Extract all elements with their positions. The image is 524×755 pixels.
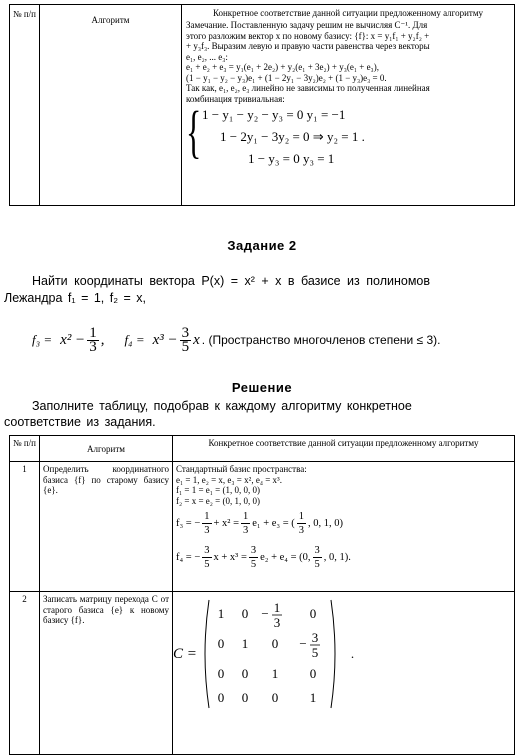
expr-part: x + x³ =	[213, 551, 247, 563]
matrix-entry: 0	[241, 666, 249, 681]
col-num-header: № п/п	[13, 9, 36, 19]
fraction-denominator: 5	[181, 338, 190, 355]
spec-line: этого разложим вектор x по новому базису: {f}: x = y₁f₁ + y₂f₂ +	[186, 30, 430, 41]
fraction-denominator: 5	[314, 558, 320, 570]
matrix-entry: 1	[271, 666, 279, 681]
transition-table-top	[9, 4, 515, 206]
matrix-label: C =	[173, 645, 197, 662]
spec-line: + y₃f₃. Выразим левую и правую части равенства через векторы	[186, 41, 430, 51]
col-algo-cell	[40, 436, 173, 462]
col-num-cell	[10, 5, 40, 206]
matrix-sign: −	[261, 606, 269, 621]
fraction	[313, 544, 322, 571]
matrix-c	[201, 596, 351, 712]
spec-line: f₁ = 1 = e₁ = (1, 0, 0, 0)	[176, 485, 260, 495]
matrix-entry: 0	[217, 636, 225, 651]
expr-part: f₄ = −	[176, 551, 201, 563]
spec-content	[186, 20, 514, 104]
spec-line: Так как, e₁, e₂, e₃ линейно не зависимы то полученная линейная	[186, 83, 430, 93]
fraction-denominator: 5	[204, 558, 210, 570]
fraction	[249, 544, 258, 571]
fraction-numerator: 3	[204, 544, 210, 556]
matrix-entry: 0	[309, 666, 317, 681]
col-algo-header: Алгоритм	[87, 444, 125, 454]
row-num-cell	[10, 592, 40, 755]
brace: {	[186, 99, 202, 164]
solution-text-1: Заполните таблицу, подобрав к каждому алгоритму конкретное	[32, 399, 412, 413]
fraction-denominator: 3	[204, 524, 210, 536]
matrix-block: C = 1 0 − 1 3 0 0 1 0 − 3 5 0 0 1 0 0 0 0 1 .	[173, 596, 514, 712]
spec-line: комбинация тривиальная:	[186, 93, 285, 104]
matrix-entry: 0	[241, 606, 249, 621]
matrix-entry: 1	[217, 606, 225, 621]
row-algo-text: Определить координатного базиса {f} по старому базису {e}.	[43, 464, 169, 495]
fraction-numerator: 3	[314, 544, 320, 556]
matrix-entry-numerator: 1	[273, 600, 281, 615]
expr-part: e₂ + e₄ = (0,	[260, 551, 311, 563]
fraction-numerator: 1	[204, 510, 210, 522]
spec-line: f₂ = x = e₂ = (0, 1, 0, 0)	[176, 495, 260, 506]
fraction-denominator: 3	[89, 338, 97, 355]
transition-table-bottom	[9, 435, 515, 755]
f4-expr: x³ −	[152, 331, 178, 348]
equation-system	[186, 99, 514, 169]
table-row	[10, 462, 515, 592]
row-number: 1	[22, 464, 27, 474]
fraction-numerator: 1	[298, 510, 305, 522]
fraction	[202, 510, 211, 537]
task-heading: Задание 2	[227, 238, 297, 253]
row-algo-cell	[40, 592, 173, 755]
space-note: . (Пространство многочленов степени ≤ 3).	[201, 333, 441, 347]
matrix-entry: 0	[217, 666, 225, 681]
matrix-entry-denominator: 5	[311, 645, 319, 660]
f4-label: f₄ =	[124, 332, 145, 347]
col-spec-cell	[182, 5, 515, 206]
f3-expr: x² −	[60, 331, 86, 348]
task-text-2: Лежандра f₁ = 1, f₂ = x,	[4, 291, 147, 305]
col-num-cell	[10, 436, 40, 462]
expr-part: + x² =	[213, 517, 240, 529]
fraction-numerator: 1	[89, 324, 97, 341]
spec-line: e₁ = 1, e₂ = x, e₃ = x², e₄ = x³.	[176, 474, 282, 485]
matrix-entry: 0	[271, 690, 279, 705]
row-spec	[176, 464, 514, 506]
col-num-header: № п/п	[13, 438, 36, 448]
expr-part: f₃ = −	[176, 517, 201, 529]
system-line-2: 1 − 2y₁ − 3y₂ = 0 ⇒ y₂ = 1 .	[220, 129, 365, 144]
solution-text-2: соответствие из задания.	[4, 415, 156, 429]
f4-decomposition	[176, 542, 514, 572]
matrix-entry: 0	[271, 636, 279, 651]
col-spec-header: Конкретное соответствие данной ситуации предложенному алгоритму	[212, 8, 484, 18]
fraction-denominator: 3	[298, 524, 305, 536]
row-number: 2	[22, 594, 27, 604]
row-spec-cell	[173, 592, 515, 755]
matrix-entry: 0	[309, 606, 317, 621]
row-spec-cell	[173, 462, 515, 592]
spec-line: Стандартный базис пространства:	[176, 464, 307, 474]
spec-line: e₁ + e₂ + e₃ = y₁(e₁ + 2e₂) + y₂(e₁ + 3e₂) + y₃(e₁ + e₃),	[186, 62, 379, 72]
expr-part: , 0, 1, 0)	[308, 517, 344, 529]
matrix-entry: 1	[241, 636, 249, 651]
spec-line: e₁, e₂, ... e₃:	[186, 51, 228, 62]
fraction-numerator: 1	[243, 510, 249, 522]
system-line-1: 1 − y₁ − y₂ − y₃ = 0 y₁ = −1	[202, 107, 346, 122]
legendre-polys: f₃ = x² − $\frac{1}{3}$ , f₄ = x³ − $\frac{3}{5}$ x . (Пространство многочленов степени ≤ 3).	[32, 324, 441, 355]
fraction-denominator: 5	[250, 558, 257, 570]
table-row	[10, 592, 515, 755]
fraction	[241, 510, 250, 537]
system-line-3: 1 − y₃ = 0 y₃ = 1	[248, 151, 335, 166]
expr-part: , 0, 1).	[323, 551, 351, 563]
col-algo-cell	[40, 5, 182, 206]
spec-line: (1 − y₁ − y₂ − y₃)e₁ + (1 − 2y₁ − 3y₂)e₂ + (1 − y₃)e₃ = 0.	[186, 72, 387, 83]
task-text-1: Найти координаты вектора P(x) = x² + x в базисе из полиномов	[32, 274, 431, 288]
spec-line: Замечание. Поставленную задачу решим не вычисляя C⁻¹. Для	[186, 20, 428, 30]
matrix-sign: −	[299, 636, 307, 651]
matrix-entry-denominator: 3	[273, 615, 281, 630]
row-algo-cell	[40, 462, 173, 592]
solution-heading: Решение	[231, 380, 293, 395]
row-num-cell	[10, 462, 40, 592]
fraction	[202, 544, 211, 571]
f4-tail: x	[193, 331, 200, 348]
fraction-numerator: 3	[250, 544, 257, 556]
matrix-entry: 0	[217, 690, 225, 705]
col-spec-cell	[173, 436, 515, 462]
matrix-entry: 1	[309, 690, 317, 705]
matrix-entry-numerator: 3	[311, 630, 319, 645]
f3-decomposition: f₃ = − $\frac{1}{3}$ + x² = $\frac{1}{3}$ e₁ + e₃ = ( $\frac{1}{3}$ , 0, 1, 0)	[176, 510, 344, 536]
f4-fraction	[180, 324, 192, 355]
fraction-denominator: 3	[243, 524, 249, 536]
fraction-numerator: 3	[181, 324, 190, 341]
col-spec-header: Конкретное соответствие данной ситуации предложенному алгоритму	[208, 438, 479, 448]
f3-label: f₃ =	[32, 332, 53, 347]
col-algo-header: Алгоритм	[91, 15, 130, 25]
f3-fraction	[87, 324, 99, 355]
matrix-entry: 0	[241, 690, 249, 705]
row-algo-text: Записать матрицу перехода C от старого базиса {e} к новому базису {f}.	[43, 594, 169, 625]
fraction	[297, 510, 306, 537]
expr-part: e₁ + e₃ =	[252, 517, 289, 529]
